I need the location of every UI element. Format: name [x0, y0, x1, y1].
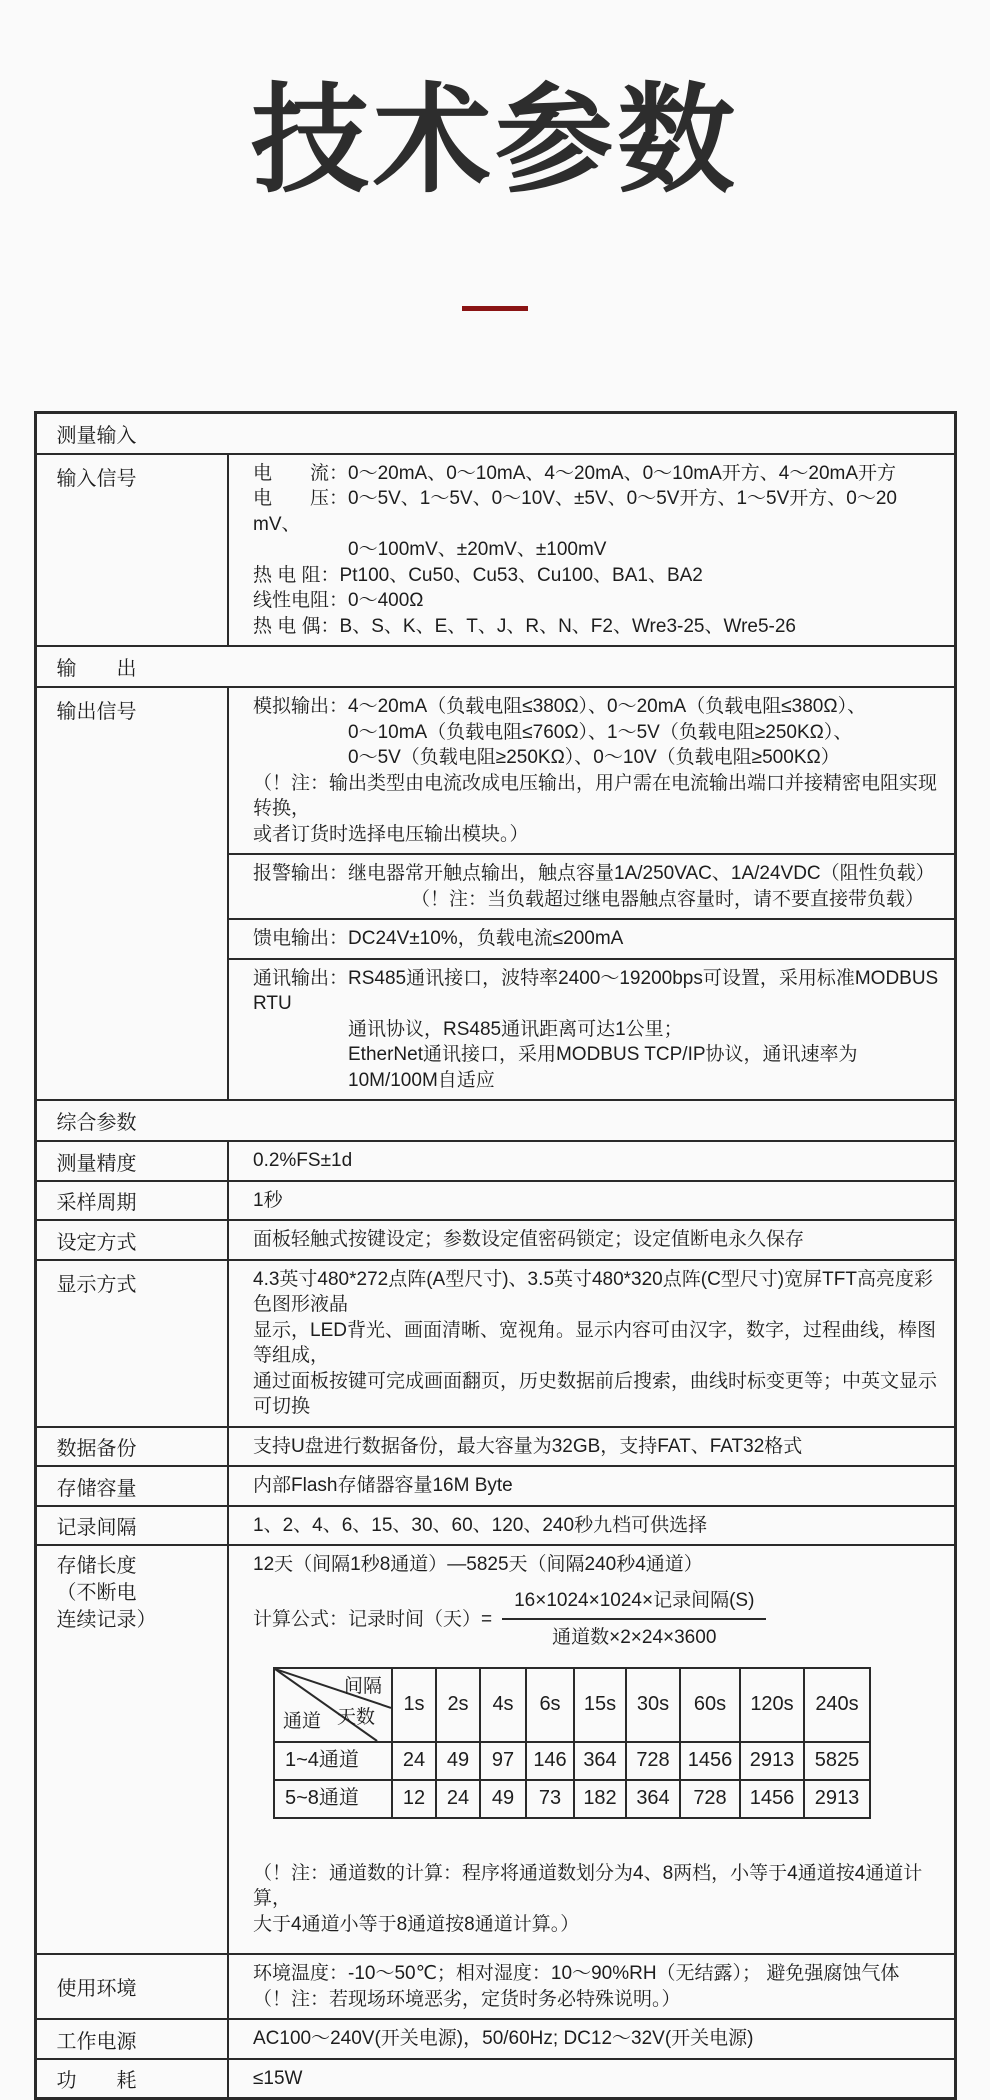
days-value: 364 — [574, 1742, 626, 1780]
page-title: 技术参数 — [250, 75, 739, 207]
storage-cell — [228, 1545, 955, 1954]
row-label-capacity: 存储容量 — [35, 1466, 228, 1506]
diagonal-header-cell — [274, 1668, 392, 1742]
row-label-sampling: 采样周期 — [35, 1181, 228, 1221]
formula-fraction — [502, 1588, 766, 1651]
days-value: 146 — [526, 1742, 574, 1780]
storage-note — [253, 1861, 942, 1938]
row-setting — [35, 1220, 955, 1260]
alarm-output-cell — [228, 854, 955, 919]
interval-value: 1、2、4、6、15、30、60、120、240秒九档可供选择 — [228, 1506, 955, 1546]
days-row-label: 5~8通道 — [274, 1780, 392, 1818]
days-row-label: 1~4通道 — [274, 1742, 392, 1780]
spec-line: 0～10mA（负载电阻≤760Ω）、1～5V（负载电阻≥250KΩ）、 — [348, 721, 853, 743]
days-col-header: 6s — [526, 1668, 574, 1742]
row-label-accuracy: 测量精度 — [35, 1141, 228, 1181]
corner-label-interval: 间隔 — [343, 1675, 382, 1697]
section-row-measure-input — [35, 412, 955, 454]
days-value: 24 — [392, 1742, 436, 1780]
row-label-storage — [35, 1545, 228, 1954]
display-cell — [228, 1260, 955, 1427]
storage-range-line: 12天（间隔1秒8通道）—5825天（间隔240秒4通道） — [253, 1554, 703, 1576]
days-row-5-8 — [274, 1780, 870, 1818]
spec-note: 大于4通道小等于8通道按8通道计算。） — [253, 1913, 580, 1935]
days-value: 73 — [526, 1780, 574, 1818]
days-col-header: 1s — [392, 1668, 436, 1742]
spec-note: （！注：若现场环境恶劣，定货时务必特殊说明。） — [253, 1988, 681, 2010]
spec-note: 或者订货时选择电压输出模块。） — [253, 823, 529, 845]
fraction-denominator: 通道数×2×24×3600 — [552, 1627, 717, 1649]
spec-line: EtherNet通讯接口，采用MODBUS TCP/IP协议，通讯速率为10M/100M自适应 — [348, 1044, 858, 1091]
row-power — [35, 2019, 955, 2059]
comm-output-cell — [228, 959, 955, 1101]
spec-line: 线性电阻：0～400Ω — [253, 590, 424, 612]
spec-table — [34, 411, 957, 2100]
days-value: 5825 — [804, 1742, 870, 1780]
spec-line: 通讯协议，RS485通讯距离可达1公里； — [348, 1018, 683, 1040]
environment-cell — [228, 1954, 955, 2019]
spec-line: 热 电 偶：B、S、K、E、T、J、R、N、F2、Wre3-25、Wre5-26 — [253, 615, 796, 637]
spec-line: 4.3英寸480*272点阵(A型尺寸)、3.5英寸480*320点阵(C型尺寸)宽屏TFT高亮度彩色图形液晶 — [253, 1268, 933, 1316]
spec-line: 热 电 阻：Pt100、Cu50、Cu53、Cu100、BA1、BA2 — [253, 564, 703, 586]
days-value: 49 — [436, 1742, 480, 1780]
row-backup — [35, 1427, 955, 1467]
row-label-consumption: 功 耗 — [35, 2059, 228, 2099]
days-header-row — [274, 1668, 870, 1742]
spec-line: 模拟输出：4～20mA（负载电阻≤380Ω）、0～20mA（负载电阻≤380Ω）、 — [253, 696, 867, 718]
row-sampling — [35, 1181, 955, 1221]
row-interval — [35, 1506, 955, 1546]
row-label-environment: 使用环境 — [35, 1954, 228, 2019]
days-value: 364 — [626, 1780, 680, 1818]
row-environment — [35, 1954, 955, 2019]
spec-line: 电 流：0～20mA、0～10mA、4～20mA、0～10mA开方、4～20mA开方 — [253, 462, 897, 484]
row-storage-length — [35, 1545, 955, 1954]
row-label-power: 工作电源 — [35, 2019, 228, 2059]
setting-value: 面板轻触式按键设定；参数设定值密码锁定；设定值断电永久保存 — [228, 1220, 955, 1260]
days-col-header: 30s — [626, 1668, 680, 1742]
days-value: 182 — [574, 1780, 626, 1818]
spec-line: 馈电输出：DC24V±10%，负载电流≤200mA — [253, 928, 624, 950]
days-value: 728 — [680, 1780, 740, 1818]
backup-value: 支持U盘进行数据备份，最大容量为32GB，支持FAT、FAT32格式 — [228, 1427, 955, 1467]
storage-label-line: （不断电 — [56, 1582, 137, 1605]
row-label-interval: 记录间隔 — [35, 1506, 228, 1546]
red-divider — [462, 306, 528, 311]
section-title: 测量输入 — [35, 412, 955, 454]
power-value: AC100～240V(开关电源)，50/60Hz; DC12～32V(开关电源) — [228, 2019, 955, 2059]
days-col-header: 60s — [680, 1668, 740, 1742]
storage-label-line: 连续记录） — [56, 1609, 157, 1632]
days-col-header: 120s — [740, 1668, 804, 1742]
spec-line: 报警输出：继电器常开触点输出，触点容量1A/250VAC、1A/24VDC（阻性负载） — [253, 863, 935, 885]
section-title: 综合参数 — [35, 1100, 955, 1141]
analog-output-cell — [228, 687, 955, 854]
spec-line: 0～100mV、±20mV、±100mV — [348, 539, 607, 561]
corner-label-channel: 通道 — [283, 1711, 322, 1733]
days-value: 2913 — [804, 1780, 870, 1818]
days-value: 1456 — [740, 1780, 804, 1818]
fraction-numerator: 16×1024×1024×记录间隔(S) — [502, 1588, 766, 1621]
spec-note: （！注：当负载超过继电器触点容量时，请不要直接带负载） — [411, 888, 925, 910]
sampling-value: 1秒 — [228, 1181, 955, 1221]
spec-line: 通讯输出：RS485通讯接口，波特率2400～19200bps可设置，采用标准MODBUS RTU — [253, 967, 939, 1015]
spec-line: 电 压：0～5V、1～5V、0～10V、±5V、0～5V开方、1～5V开方、0～20 mV、 — [253, 488, 897, 535]
days-col-header: 240s — [804, 1668, 870, 1742]
days-value: 728 — [626, 1742, 680, 1780]
spec-line: 显示，LED背光、画面清晰、宽视角。显示内容可由汉字，数字，过程曲线，棒图等组成， — [253, 1319, 936, 1367]
row-label-setting: 设定方式 — [35, 1220, 228, 1260]
row-accuracy — [35, 1141, 955, 1181]
days-col-header: 2s — [436, 1668, 480, 1742]
feed-output-cell — [228, 919, 955, 959]
input-signal-cell — [228, 454, 955, 647]
days-value: 24 — [436, 1780, 480, 1818]
row-output-signal-analog — [35, 687, 955, 854]
row-label-output-signal: 输出信号 — [35, 687, 228, 1100]
formula-prefix: 计算公式：记录时间（天）= — [253, 1608, 493, 1630]
spec-line: 0～5V（负载电阻≥250KΩ）、0～10V（负载电阻≥500KΩ） — [348, 747, 840, 769]
row-label-backup: 数据备份 — [35, 1427, 228, 1467]
capacity-value: 内部Flash存储器容量16M Byte — [228, 1466, 955, 1506]
row-label-input-signal: 输入信号 — [35, 454, 228, 647]
days-value: 1456 — [680, 1742, 740, 1780]
accuracy-value: 0.2%FS±1d — [228, 1141, 955, 1181]
row-capacity — [35, 1466, 955, 1506]
corner-label-days: 天数 — [336, 1706, 375, 1728]
storage-label-line: 存储长度 — [56, 1555, 137, 1578]
row-label-display: 显示方式 — [35, 1260, 228, 1427]
section-title: 输 出 — [35, 646, 955, 687]
days-row-1-4 — [274, 1742, 870, 1780]
spec-line: 通过面板按键可完成画面翻页，历史数据前后搜索，曲线时标变更等；中英文显示可切换 — [253, 1370, 938, 1418]
storage-days-table — [273, 1667, 871, 1819]
row-input-signal — [35, 454, 955, 647]
days-col-header: 4s — [480, 1668, 526, 1742]
consumption-value: ≤15W — [228, 2059, 955, 2099]
spec-note: （！注：输出类型由电流改成电压输出，用户需在电流输出端口并接精密电阻实现转换， — [253, 772, 938, 820]
row-consumption — [35, 2059, 955, 2099]
days-col-header: 15s — [574, 1668, 626, 1742]
days-value: 2913 — [740, 1742, 804, 1780]
storage-formula — [253, 1588, 942, 1651]
days-value: 12 — [392, 1780, 436, 1818]
spec-note: （！注：通道数的计算：程序将通道数划分为4、8两档，小等于4通道按4通道计算， — [253, 1862, 923, 1910]
days-value: 49 — [480, 1780, 526, 1818]
section-row-general — [35, 1100, 955, 1141]
row-display — [35, 1260, 955, 1427]
section-row-output — [35, 646, 955, 687]
days-value: 97 — [480, 1742, 526, 1780]
spec-line: 环境温度：-10～50℃；相对湿度：10～90%RH（无结露）； 避免强腐蚀气体 — [253, 1963, 900, 1985]
